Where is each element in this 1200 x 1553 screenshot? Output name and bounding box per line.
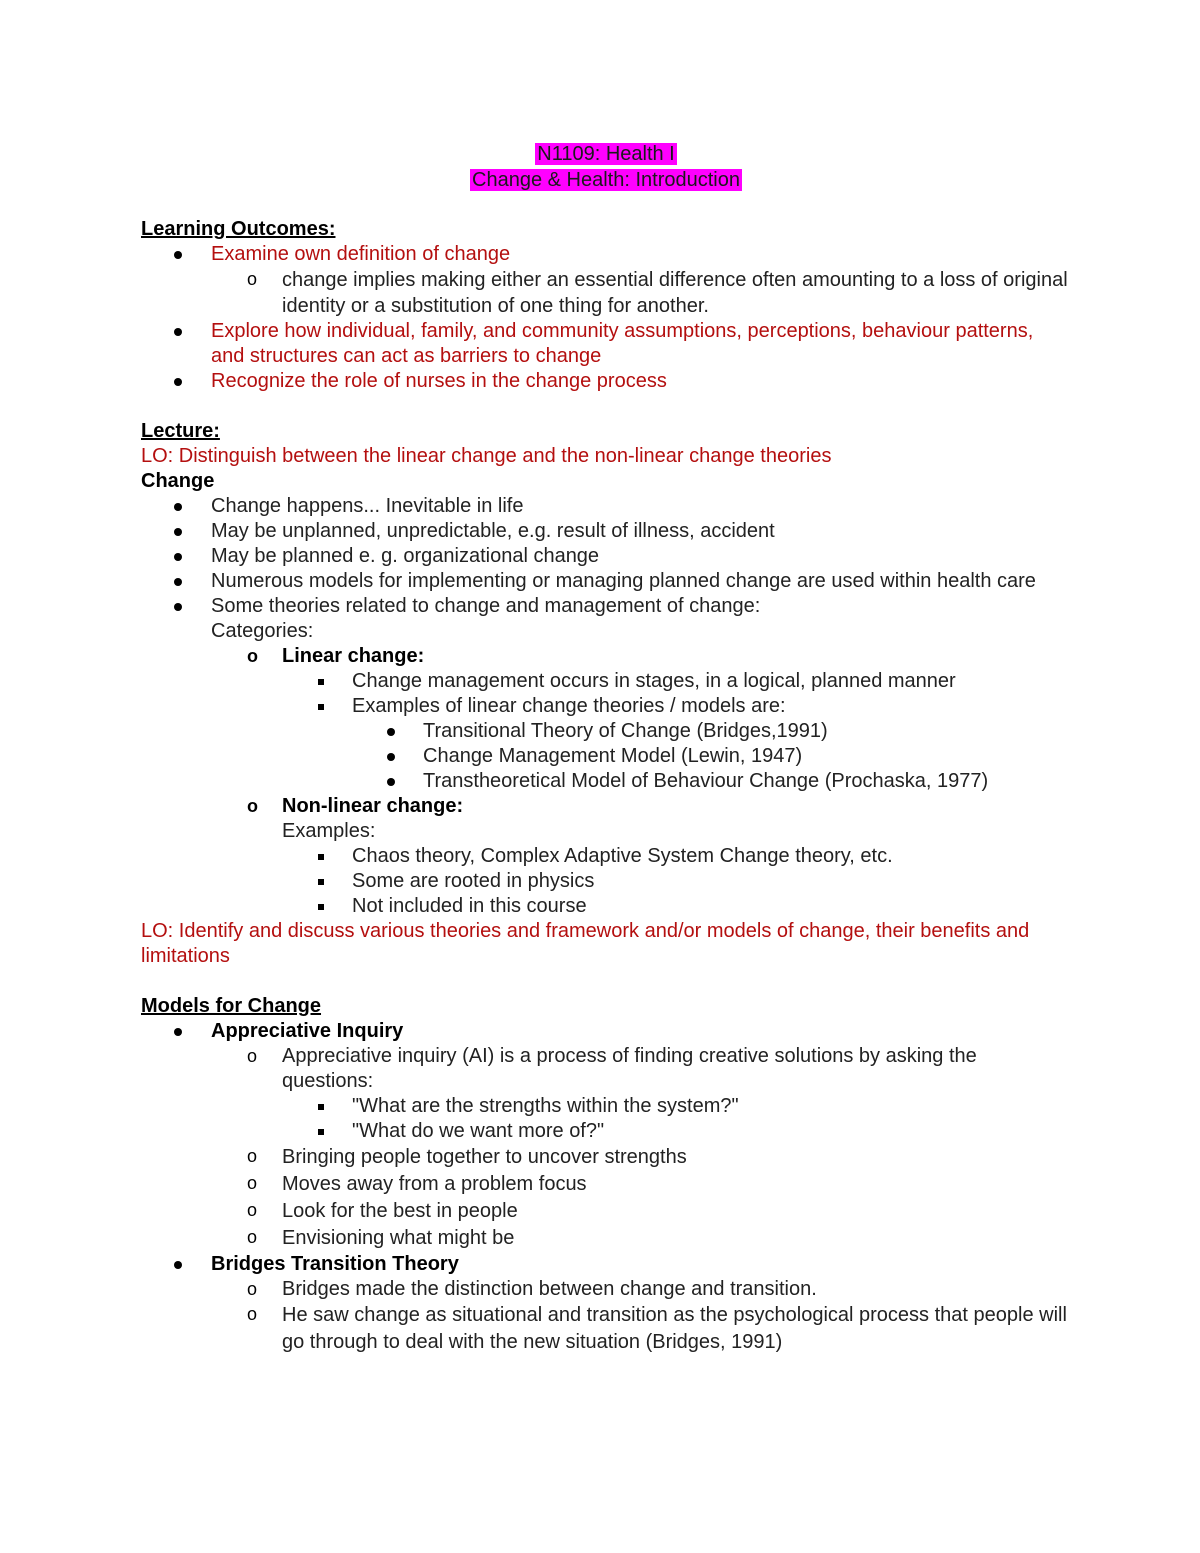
examples-label: Examples: (282, 820, 376, 842)
learning-objective: LO: Identify and discuss various theories and framework and/or models of change, their benefits and limitations (141, 920, 1030, 967)
bullet-icon (174, 519, 182, 544)
list-item: o Envisioning what might be (247, 1227, 515, 1249)
square-bullet-icon (318, 694, 324, 719)
circle-bullet-icon: o (247, 646, 258, 666)
bullet-icon (387, 744, 395, 769)
square-bullet-icon (318, 894, 324, 919)
list-item: o change implies making either an essential difference often amounting to a loss of original identity or a substitution of one thing for another. (247, 269, 1068, 317)
square-bullet-icon (318, 869, 324, 894)
list-item: Recognize the role of nurses in the change process (141, 369, 1071, 394)
list-item: o Bringing people together to uncover strengths (247, 1146, 687, 1168)
circle-bullet-icon: o (247, 1304, 258, 1324)
learning-outcomes-heading: Learning Outcomes: (141, 218, 336, 240)
list-item: Some are rooted in physics (141, 869, 1071, 894)
list-item: Transtheoretical Model of Behaviour Change (Prochaska, 1977) (141, 769, 1071, 794)
document-content (141, 141, 1071, 1356)
list-item: Some theories related to change and management of change: Categories: (141, 594, 1071, 644)
circle-bullet-icon: o (247, 1146, 258, 1166)
list-item: May be unplanned, unpredictable, e.g. result of illness, accident (141, 519, 1071, 544)
bullet-icon (174, 1252, 182, 1277)
list-item: Appreciative Inquiry (141, 1019, 1071, 1044)
list-item: Not included in this course (141, 894, 1071, 919)
circle-bullet-icon: o (247, 1173, 258, 1193)
bullet-icon (174, 1019, 182, 1044)
bullet-icon (174, 569, 182, 594)
list-item: May be planned e. g. organizational change (141, 544, 1071, 569)
bullet-icon (174, 494, 182, 519)
document-subtitle: Change & Health: Introduction (472, 169, 740, 191)
section-heading-change: Change (141, 470, 215, 492)
circle-bullet-icon: o (247, 796, 258, 816)
circle-bullet-icon: o (247, 1227, 258, 1247)
list-item: o Linear change: (247, 645, 425, 667)
list-item: Numerous models for implementing or managing planned change are used within health care (141, 569, 1071, 594)
list-item: "What are the strengths within the system?" (141, 1094, 1071, 1119)
learning-objective: LO: Distinguish between the linear change and the non-linear change theories (141, 445, 832, 467)
list-item: Bridges Transition Theory (141, 1252, 1071, 1277)
list-item: o He saw change as situational and transition as the psychological process that people will go through to deal with the new situation (Bridges, 1991) (247, 1304, 1067, 1353)
circle-bullet-icon: o (247, 269, 258, 289)
bullet-icon (174, 319, 182, 344)
list-item: o Non-linear change: Examples: (141, 794, 1071, 844)
list-item: o Look for the best in people (247, 1200, 518, 1222)
title-block (141, 141, 1071, 193)
circle-bullet-icon: o (247, 1279, 258, 1299)
square-bullet-icon (318, 844, 324, 869)
square-bullet-icon (318, 1119, 324, 1144)
list-item: Explore how individual, family, and community assumptions, perceptions, behaviour patterns, and structures can act as barriers to change (141, 319, 1071, 369)
bullet-icon (174, 594, 182, 619)
bullet-icon (387, 719, 395, 744)
list-item: Change Management Model (Lewin, 1947) (141, 744, 1071, 769)
list-item: o Bridges made the distinction between change and transition. (247, 1278, 817, 1300)
list-item: o Moves away from a problem focus (247, 1173, 587, 1195)
list-item: Chaos theory, Complex Adaptive System Change theory, etc. (141, 844, 1071, 869)
list-item: Change happens... Inevitable in life (141, 494, 1071, 519)
list-item: Change management occurs in stages, in a logical, planned manner (141, 669, 1071, 694)
list-item: Examples of linear change theories / models are: (141, 694, 1071, 719)
circle-bullet-icon: o (247, 1200, 258, 1220)
models-heading: Models for Change (141, 995, 322, 1017)
bullet-icon (174, 242, 182, 267)
course-title: N1109: Health I (537, 143, 675, 165)
bullet-icon (174, 544, 182, 569)
list-item: o Appreciative inquiry (AI) is a process of finding creative solutions by asking the questions: (247, 1045, 977, 1092)
list-item: "What do we want more of?" (141, 1119, 1071, 1144)
list-item: Examine own definition of change (141, 242, 1071, 267)
list-item: Transitional Theory of Change (Bridges,1991) (141, 719, 1071, 744)
categories-label: Categories: (211, 620, 314, 642)
bullet-icon (174, 369, 182, 394)
square-bullet-icon (318, 1094, 324, 1119)
square-bullet-icon (318, 669, 324, 694)
circle-bullet-icon: o (247, 1046, 258, 1066)
bullet-icon (387, 769, 395, 794)
lecture-heading: Lecture: (141, 420, 220, 442)
